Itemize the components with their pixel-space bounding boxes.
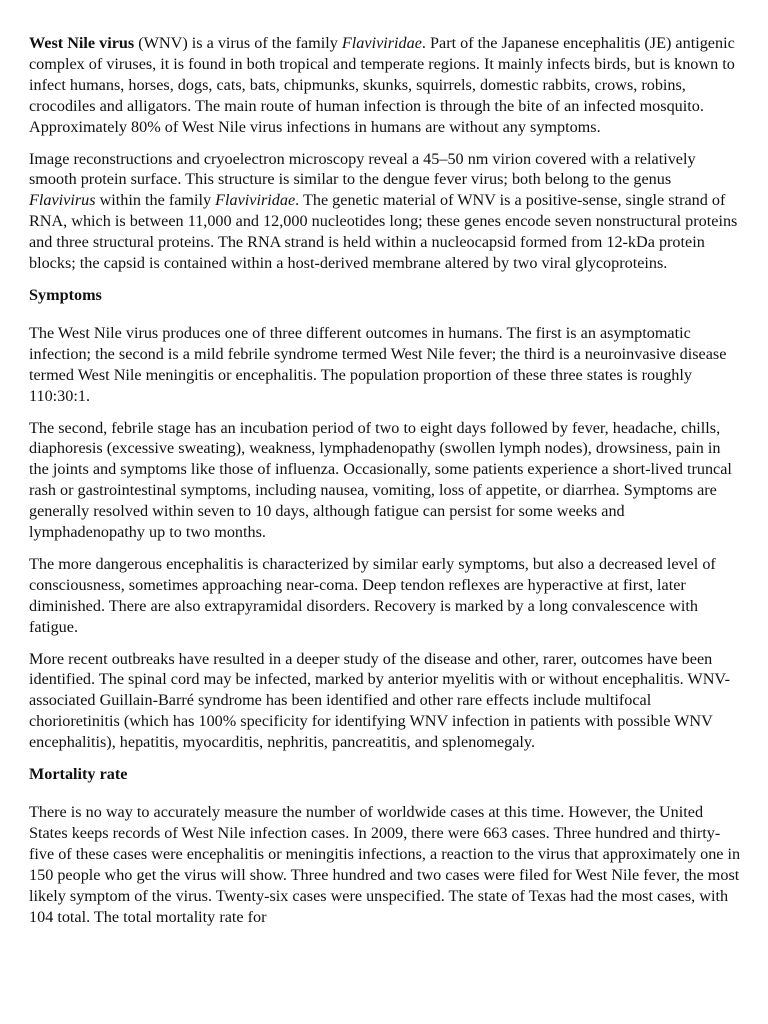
text-run: Flaviviridae <box>341 34 422 52</box>
symptoms-paragraph-1: The West Nile virus produces one of three different outcomes in humans. The first is an asymptomatic infection; the second is a mild febrile syndrome termed West Nile fever; the third is a neuroinvasive disease termed West Nile meningitis or encephalitis. The population proportion of these three states is roughly 110:30:1. <box>29 323 727 405</box>
text-run: Flaviviridae <box>215 191 296 210</box>
text-run: West Nile virus <box>29 34 135 52</box>
text-run: . The genetic material of WNV is a positive-sense, single strand of RNA, which is between 11,000 and 12,000 nucleotides long; these genes encode seven nonstructural proteins and three structural proteins. The RNA strand is held within a nucleocapsid formed from 12-kDa protein blocks; the capsid is contained within a host-derived membrane altered by two viral glycoproteins. <box>29 191 738 273</box>
mortality-paragraph-1: There is no way to accurately measure the number of worldwide cases at this time. However, the United States keeps records of West Nile infection cases. In 2009, there were 663 cases. Three hundred and thirty-five of these cases were encephalitis or meningitis infections, a reaction to the virus that approximately one in 150 people who get the virus will show. Three hundred and two cases were filed for West Nile fever, the most likely symptom of the virus. Twenty-six cases were unspecified. The state of Texas had the most cases, with 104 total. The total mortality rate for <box>29 803 741 926</box>
symptoms-paragraph-2: The second, febrile stage has an incubation period of two to eight days followed by fever, headache, chills, diaphoresis (excessive sweating), weakness, lymphadenopathy (swollen lymph nodes), drowsiness, pain in the joints and symptoms like those of influenza. Occasionally, some patients experience a short-lived truncal rash or gastrointestinal symptoms, including nausea, vomiting, loss of appetite, or diarrhea. Symptoms are generally resolved within seven to 10 days, although fatigue can persist for some weeks and lymphadenopathy up to two months. <box>29 418 732 542</box>
text-run: (WNV) is a virus of the family <box>134 34 342 52</box>
document-page <box>29 33 741 938</box>
symptoms-paragraph-4: More recent outbreaks have resulted in a deeper study of the disease and other, rarer, outcomes have been identified. The spinal cord may be infected, marked by anterior myelitis with or without encephalitis. WNV-associated Guillain-Barré syndrome has been identified and other rare effects include multifocal chorioretinitis (which has 100% specificity for identifying WNV infection in patients with possible WNV encephalitis), hepatitis, myocarditis, nephritis, pancreatitis, and splenomegaly. <box>29 649 730 752</box>
text-run: Image reconstructions and cryoelectron microscopy reveal a 45–50 nm virion covered with a relatively smooth protein surface. This structure is similar to the dengue fever virus; both belong to the genus <box>29 149 696 189</box>
symptoms-paragraph-3: The more dangerous encephalitis is characterized by similar early symptoms, but also a decreased level of consciousness, sometimes approaching near-coma. Deep tendon reflexes are hyperactive at first, later diminished. There are also extrapyramidal disorders. Recovery is marked by a long convalescence with fatigue. <box>29 554 716 636</box>
text-run: within the family <box>95 191 216 210</box>
intro-paragraph-2 <box>29 149 741 274</box>
mortality-heading: Mortality rate <box>29 765 128 784</box>
intro-paragraph-1 <box>29 33 741 138</box>
symptoms-heading: Symptoms <box>29 285 102 304</box>
text-run: . Part of the Japanese encephalitis (JE) antigenic complex of viruses, it is found in both tropical and temperate regions. It mainly infects birds, but is known to infect humans, horses, dogs, cats, bats, chipmunks, skunks, squirrels, domestic rabbits, crows, robins, crocodiles and alligators. The main route of human infection is through the bite of an infected mosquito. Approximately 80% of West Nile virus infections in humans are without any symptoms. <box>29 34 735 136</box>
text-run: Flavivirus <box>29 191 96 210</box>
